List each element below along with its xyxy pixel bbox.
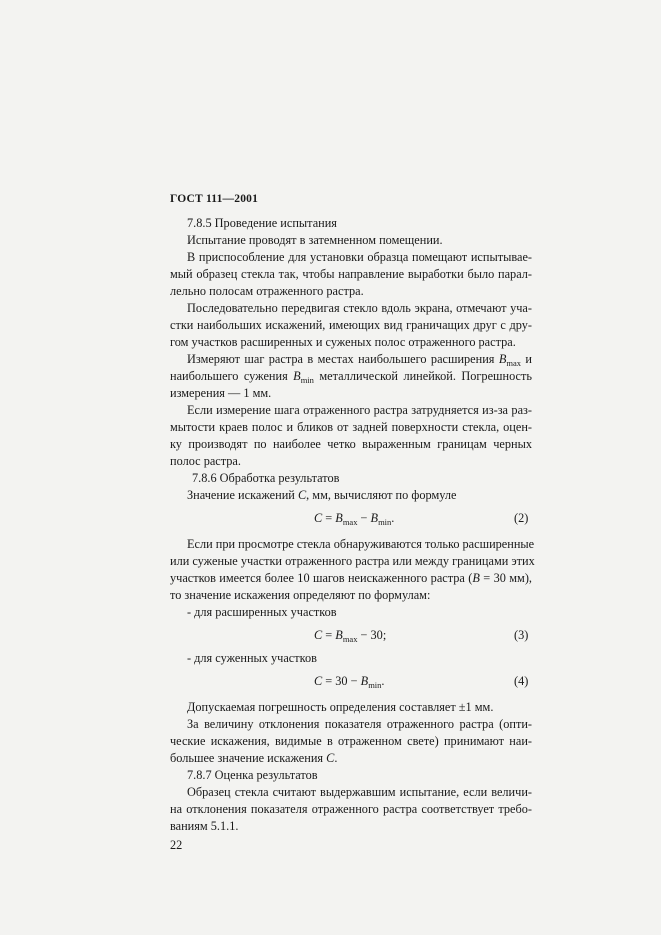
- paragraph-line: [170, 570, 532, 586]
- paragraph-line: В приспособление для установки образца помещают испытывае-: [187, 250, 532, 264]
- text-run: большее значение искажения: [170, 751, 327, 765]
- document-header: ГОСТ 111—2001: [170, 193, 259, 205]
- symbol-c: C: [326, 751, 335, 765]
- section-heading-7-8-5: 7.8.5 Проведение испытания: [187, 216, 337, 230]
- paragraph-line: полос растра.: [170, 454, 241, 468]
- formula-4: [314, 673, 385, 689]
- formula-text: =: [322, 628, 336, 642]
- symbol-c: C: [314, 511, 323, 525]
- formula-text: =: [322, 511, 336, 525]
- paragraph-line: стки наибольших искажений, имеющих вид граничащих друг с дру-: [170, 318, 532, 332]
- paragraph-line: лельно полосам отраженного растра.: [170, 284, 364, 298]
- paragraph-line: Если при просмотре стекла обнаруживаются только расширенные: [187, 537, 535, 551]
- formula-3: [314, 627, 386, 643]
- paragraph-line: на отклонения показателя отраженного растра соответствует требо-: [170, 802, 532, 816]
- paragraph-line: [170, 750, 337, 766]
- text-run: = 30 мм),: [479, 571, 532, 585]
- paragraph-line: ческие искажения, видимые в отраженном свете) принимают наи-: [170, 734, 532, 748]
- symbol-b: B: [293, 369, 301, 383]
- symbol-b: B: [498, 352, 507, 366]
- paragraph-line: [187, 351, 532, 367]
- paragraph-line: ваниям 5.1.1.: [170, 819, 239, 833]
- equation-number: (3): [514, 628, 529, 642]
- list-item: - для суженных участков: [187, 651, 317, 665]
- formula-text: −: [357, 511, 371, 525]
- subscript-max: max: [506, 358, 522, 368]
- paragraph-line: Образец стекла считают выдержавшим испытание, если величи-: [187, 785, 532, 799]
- symbol-c: C: [297, 488, 307, 502]
- formula-2: [314, 510, 394, 526]
- paragraph-line: [187, 487, 456, 503]
- symbol-b: B: [472, 571, 480, 585]
- text-run: Измеряют шаг растра в местах наибольшего расширения: [187, 352, 499, 366]
- paragraph-line: Допускаемая погрешность определения составляет ±1 мм.: [187, 700, 494, 714]
- paragraph-line: Последовательно передвигая стекло вдоль экрана, отмечают уча-: [187, 301, 532, 315]
- paragraph-line: [170, 368, 532, 384]
- paragraph-line: мый образец стекла так, чтобы направление выработки было парал-: [170, 267, 532, 281]
- paragraph-line: мытости краев полос и бликов от задней поверхности стекла, оцен-: [170, 420, 532, 434]
- section-heading-7-8-6: 7.8.6 Обработка результатов: [192, 471, 340, 485]
- symbol-c: C: [314, 674, 323, 688]
- subscript-min: min: [378, 517, 392, 527]
- text-run: .: [334, 751, 338, 765]
- formula-text: .: [381, 674, 385, 688]
- formula-text: − 30;: [357, 628, 387, 642]
- page-number: 22: [170, 838, 183, 852]
- text-run: и: [521, 352, 532, 366]
- paragraph-line: Испытание проводят в затемненном помещении.: [187, 233, 443, 247]
- symbol-b: B: [335, 511, 343, 525]
- symbol-b: B: [370, 511, 379, 525]
- symbol-b: B: [360, 674, 369, 688]
- text-run: наибольшего сужения: [170, 369, 294, 383]
- symbol-b: B: [335, 628, 343, 642]
- paragraph-line: Если измерение шага отраженного растра затрудняется из-за раз-: [187, 403, 532, 417]
- formula-text: = 30 −: [322, 674, 361, 688]
- subscript-max: max: [342, 517, 358, 527]
- subscript-min: min: [300, 375, 314, 385]
- subscript-min: min: [368, 680, 382, 690]
- text-run: Значение искажений: [187, 488, 298, 502]
- text-run: участков имеется более 10 шагов неискаженного растра (: [170, 571, 473, 585]
- paragraph-line: гом участков расширенных и суженых полос отраженного растра.: [170, 335, 516, 349]
- paragraph-line: измерения — 1 мм.: [170, 386, 272, 400]
- list-item: - для расширенных участков: [187, 605, 337, 619]
- paragraph-line: то значение искажения определяют по формулам:: [170, 588, 431, 602]
- paragraph-line: За величину отклонения показателя отраженного растра (опти-: [187, 717, 532, 731]
- text-run: , мм, вычисляют по формуле: [306, 488, 457, 502]
- section-heading-7-8-7: 7.8.7 Оценка результатов: [187, 768, 318, 782]
- equation-number: (2): [514, 511, 529, 525]
- paragraph-line: или суженые участки отраженного растра или между границами этих: [170, 554, 535, 568]
- subscript-max: max: [342, 634, 358, 644]
- symbol-c: C: [314, 628, 323, 642]
- equation-number: (4): [514, 674, 529, 688]
- text-run: металлической линейкой. Погрешность: [313, 369, 532, 383]
- paragraph-line: ку производят по наиболее четко выраженным границам черных: [170, 437, 532, 451]
- formula-text: .: [391, 511, 395, 525]
